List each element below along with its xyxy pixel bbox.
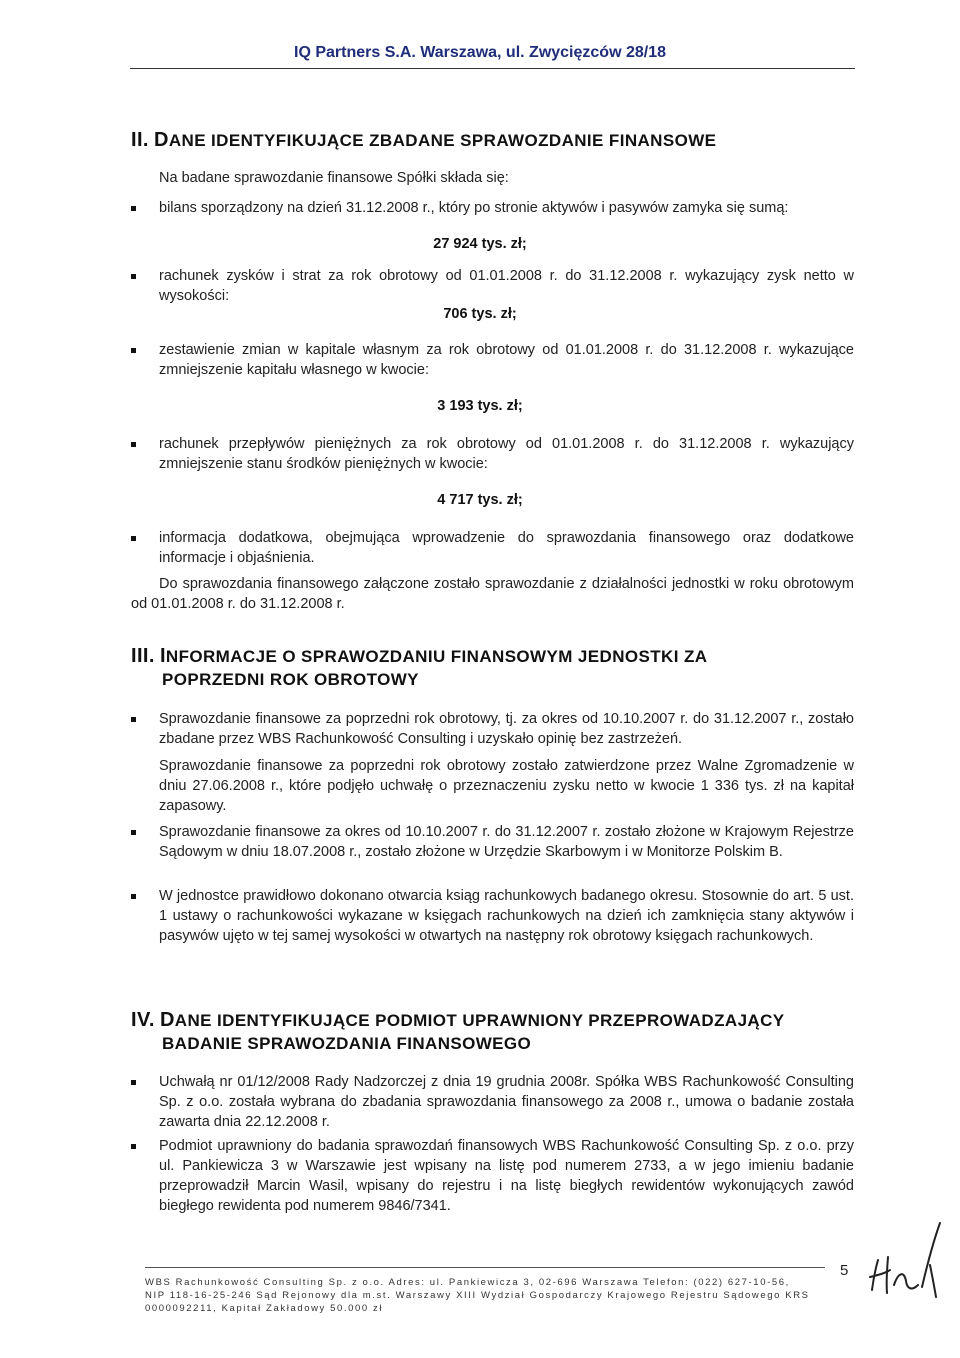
section-4-bullet-2: Podmiot uprawniony do badania sprawozdań finansowych WBS Rachunkowość Consulting Sp. z o.o. przy ul. Pankiewicza 3 w Warszawie jest wpisany na listę pod numerem 2733, a w jego imieniu badanie przeprowadził Marcin Wasil, wpisany do rejestru i na listę biegłych rewidentów wykonujących zawód biegłego rewidenta pod numerem 9846/7341. — [159, 1138, 854, 1214]
section-2-bullet-5: informacja dodatkowa, obejmująca wprowadzenie do sprawozdania finansowego oraz dodatkowe informacje i objaśnienia. — [159, 530, 854, 566]
bullet-dot — [131, 717, 136, 722]
section-2-closing: Do sprawozdania finansowego załączone zostało sprawozdanie z działalności jednostki w roku obrotowym od 01.01.2008 r. do 31.12.2008 r. — [131, 576, 854, 612]
bullet-dot — [131, 1144, 136, 1149]
bullet-dot — [131, 442, 136, 447]
section-3-bullet-3: W jednostce prawidłowo dokonano otwarcia ksiąg rachunkowych badanego okresu. Stosownie do art. 5 ust. 1 ustawy o rachunkowości wykazane w księgach rachunkowych na dzień ich zamknięcia stany aktywów i pasywów ujęto w tej samej wysokości w otwartych na następny rok obrotowy księgach rachunkowych. — [159, 888, 854, 944]
equity-decrease-amount: 3 193 tys. zł; — [437, 398, 523, 414]
section-4-title-text: ANE IDENTYFIKUJĄCE PODMIOT UPRAWNIONY PRZEPROWADZAJĄCY — [174, 1011, 785, 1030]
footer-line-2: NIP 118-16-25-246 Sąd Rejonowy dla m.st. Warszawy XIII Wydział Gospodarczy Krajowego Rejestru Sądowego KRS — [145, 1290, 810, 1301]
header-rule — [130, 68, 855, 69]
balance-total-amount: 27 924 tys. zł; — [433, 236, 527, 252]
section-2-title-text: ANE IDENTYFIKUJĄCE ZBADANE SPRAWOZDANIE FINANSOWE — [168, 131, 717, 150]
bullet-dot — [131, 1080, 136, 1085]
section-2-intro: Na badane sprawozdanie finansowe Spółki składa się: — [159, 170, 509, 186]
section-3-title-text: NFORMACJE O SPRAWOZDANIU FINANSOWYM JEDNOSTKI ZA — [165, 647, 708, 666]
section-3-bullet-1-continued: Sprawozdanie finansowe za poprzedni rok obrotowy zostało zatwierdzone przez Walne Zgromadzenie w dniu 27.06.2008 r., które podjęło uchwałę o przeznaczeniu zysku netto w kwocie 1 336 tys. zł na kapitał zapasowy. — [159, 758, 854, 814]
page-number: 5 — [840, 1262, 849, 1279]
section-2-number: II. — [131, 129, 149, 151]
section-4-number: IV. — [131, 1009, 155, 1031]
bullet-dot — [131, 536, 136, 541]
section-2-bullet-4: rachunek przepływów pieniężnych za rok obrotowy od 01.01.2008 r. do 31.12.2008 r. wykazujący zmniejszenie stanu środków pieniężnych w kwocie: — [159, 436, 854, 472]
bullet-dot — [131, 206, 136, 211]
net-profit-amount: 706 tys. zł; — [443, 306, 517, 322]
footer — [145, 1276, 835, 1315]
section-2-bullet-2: rachunek zysków i strat za rok obrotowy od 01.01.2008 r. do 31.12.2008 r. wykazujący zysk netto w wysokości: — [159, 268, 854, 304]
page-header: IQ Partners S.A. Warszawa, ul. Zwycięzców 28/18 — [294, 44, 666, 61]
section-3-title-line-2: POPRZEDNI ROK OBROTOWY — [162, 670, 419, 689]
section-3-title-initial: I — [159, 645, 166, 667]
footer-rule — [145, 1267, 825, 1268]
bullet-dot — [131, 894, 136, 899]
footer-line-3: 0000092211, Kapitał Zakładowy 50.000 zł — [145, 1303, 384, 1314]
bullet-dot — [131, 274, 136, 279]
section-2-bullet-3: zestawienie zmian w kapitale własnym za rok obrotowy od 01.01.2008 r. do 31.12.2008 r. wykazujące zmniejszenie kapitału własnego w kwocie: — [159, 342, 854, 378]
section-4-title-line-2: BADANIE SPRAWOZDANIA FINANSOWEGO — [162, 1034, 532, 1053]
section-3-number: III. — [131, 645, 155, 667]
section-3-bullet-2: Sprawozdanie finansowe za okres od 10.10.2007 r. do 31.12.2007 r. zostało złożone w Krajowym Rejestrze Sądowym w dniu 18.07.2008 r., zostało złożone w Urzędzie Skarbowym i w Monitorze Polskim B. — [159, 824, 854, 860]
section-2-title-initial: D — [154, 129, 169, 151]
cash-decrease-amount: 4 717 tys. zł; — [437, 492, 523, 508]
section-4-title — [131, 1008, 785, 1033]
section-3-bullet-1: Sprawozdanie finansowe za poprzedni rok obrotowy, tj. za okres od 10.10.2007 r. do 31.12.2007 r., zostało zbadane przez WBS Rachunkowość Consulting i uzyskało opinię bez zastrzeżeń. — [159, 711, 854, 747]
bullet-dot — [131, 348, 136, 353]
section-4-title-initial: D — [159, 1009, 175, 1031]
section-3-title — [131, 644, 707, 669]
handwritten-signature — [860, 1215, 950, 1310]
bullet-dot — [131, 830, 136, 835]
section-4-bullet-1: Uchwałą nr 01/12/2008 Rady Nadzorczej z dnia 19 grudnia 2008r. Spółka WBS Rachunkowość Consulting Sp. z o.o. została wybrana do zbadania sprawozdania finansowego za 2008 r., umowa o badanie została zawarta dnia 22.12.2008 r. — [159, 1074, 854, 1130]
footer-line-1: WBS Rachunkowość Consulting Sp. z o.o. Adres: ul. Pankiewicza 3, 02-696 Warszawa Telefon: (022) 627-10-56, — [145, 1277, 790, 1288]
section-2-title — [131, 128, 716, 153]
section-2-bullet-1: bilans sporządzony na dzień 31.12.2008 r., który po stronie aktywów i pasywów zamyka się sumą: — [159, 200, 789, 216]
